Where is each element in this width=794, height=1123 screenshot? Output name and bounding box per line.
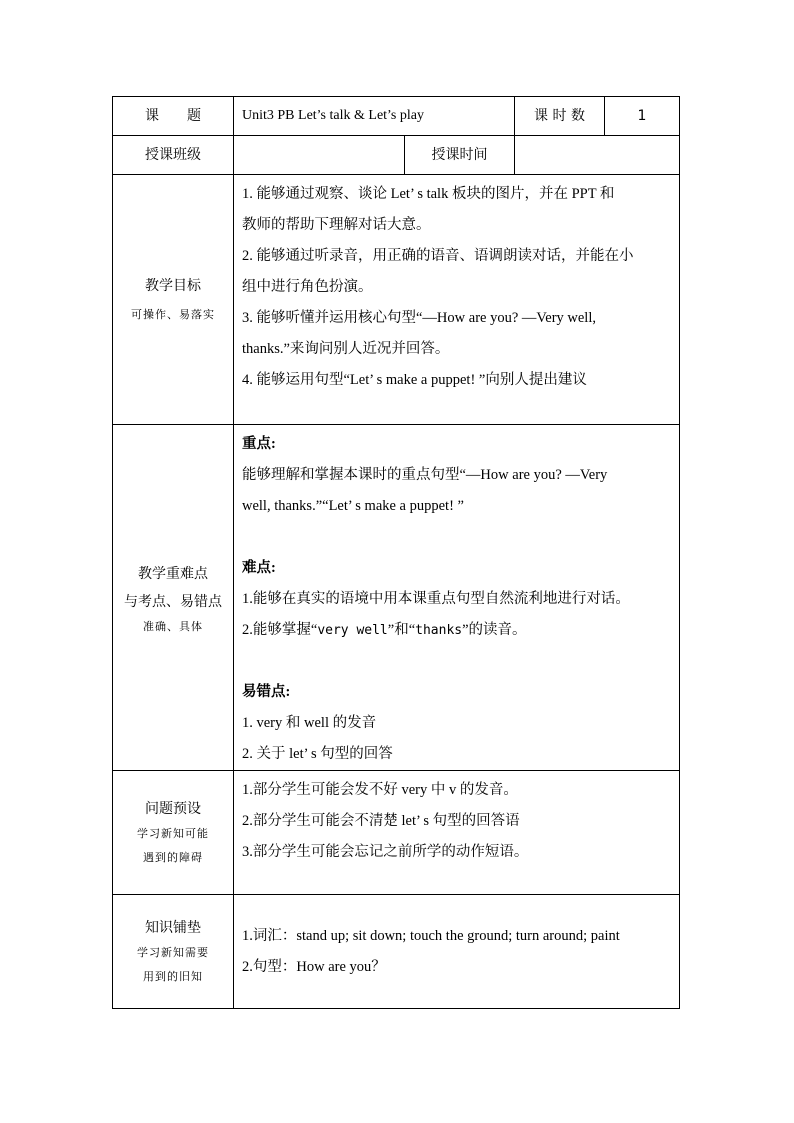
period-value: 1 (605, 97, 680, 136)
spacer (242, 522, 671, 553)
knowledge-label-cell (113, 895, 234, 1009)
difficulty-title: 难点: (242, 560, 276, 576)
difficulty-2-word2: thanks (415, 623, 463, 638)
problems-row (113, 771, 680, 895)
problems-label-cell (113, 771, 234, 895)
goal-line: 2. 能够通过听录音，用正确的语音、语调朗读对话，并能在小 (242, 248, 634, 264)
problems-label: 问题预设 (145, 800, 201, 817)
key-points-sublabel: 准确、具体 (143, 619, 203, 633)
focus-line: 能够理解和掌握本课时的重点句型“—How are you? —Very (242, 467, 608, 483)
problems-sublabel-2: 遇到的障碍 (143, 850, 203, 864)
time-label: 授课时间 (405, 136, 515, 175)
goal-line: 教师的帮助下理解对话大意。 (242, 217, 431, 233)
lesson-plan-table (112, 96, 680, 1009)
class-value (234, 136, 405, 175)
problem-line: 1.部分学生可能会发不好 very 中 v 的发音。 (242, 782, 518, 798)
difficulty-2-pre: 2.能够掌握“ (242, 622, 318, 638)
difficulty-2-post: ”的读音。 (462, 622, 527, 638)
knowledge-sublabel-2: 用到的旧知 (143, 969, 203, 983)
key-points-label-cell (113, 425, 234, 771)
title-label: 课 题 (113, 97, 234, 136)
key-points-label-2: 与考点、易错点 (124, 593, 222, 610)
title-row (113, 97, 680, 136)
problems-sublabel-1: 学习新知可能 (137, 826, 209, 840)
key-points-label-1: 教学重难点 (138, 565, 208, 582)
goal-line: 3. 能够听懂并运用核心句型“—How are you? —Very well, (242, 310, 596, 326)
key-points-row (113, 425, 680, 771)
class-label: 授课班级 (113, 136, 234, 175)
problem-line: 3.部分学生可能会忘记之前所学的动作短语。 (242, 844, 529, 860)
difficulty-line-2 (242, 615, 671, 646)
goal-line: 组中进行角色扮演。 (242, 279, 373, 295)
knowledge-content (234, 895, 680, 1009)
knowledge-line: 1.词汇：stand up; sit down; touch the ground; turn around; paint (242, 927, 620, 944)
knowledge-sublabel-1: 学习新知需要 (137, 945, 209, 959)
spacer (242, 646, 671, 677)
difficulty-2-mid: ”和“ (387, 622, 416, 638)
goal-line: 1. 能够通过观察、谈论 Let’ s talk 板块的图片，并在 PPT 和 (242, 186, 615, 202)
class-row (113, 136, 680, 175)
knowledge-line: 2.句型：How are you？ (242, 958, 386, 975)
goal-line: 4. 能够运用句型“Let’ s make a puppet! ”向别人提出建议 (242, 372, 587, 388)
focus-title: 重点: (242, 436, 276, 452)
problems-content (234, 771, 680, 895)
period-label: 课 时 数 (515, 97, 605, 136)
knowledge-label: 知识铺垫 (145, 919, 201, 936)
error-title: 易错点: (242, 684, 291, 700)
key-points-content (234, 425, 680, 771)
difficulty-2-word1: very well (317, 623, 388, 638)
time-value (515, 136, 680, 175)
goal-line: thanks.”来询问别人近况并回答。 (242, 341, 450, 357)
goals-row (113, 175, 680, 425)
focus-line: well, thanks.”“Let’ s make a puppet! ” (242, 498, 464, 514)
difficulty-line-1: 1.能够在真实的语境中用本课重点句型自然流利地进行对话。 (242, 591, 630, 607)
goals-sublabel: 可操作、易落实 (131, 307, 215, 321)
title-value: Unit3 PB Let’s talk & Let’s play (234, 97, 515, 136)
goals-label-cell (113, 175, 234, 425)
error-line: 2. 关于 let’ s 句型的回答 (242, 746, 393, 762)
goals-label: 教学目标 (145, 277, 201, 294)
goals-content (234, 175, 680, 425)
problem-line: 2.部分学生可能会不清楚 let’ s 句型的回答语 (242, 813, 520, 829)
error-line: 1. very 和 well 的发音 (242, 715, 377, 731)
knowledge-row (113, 895, 680, 1009)
